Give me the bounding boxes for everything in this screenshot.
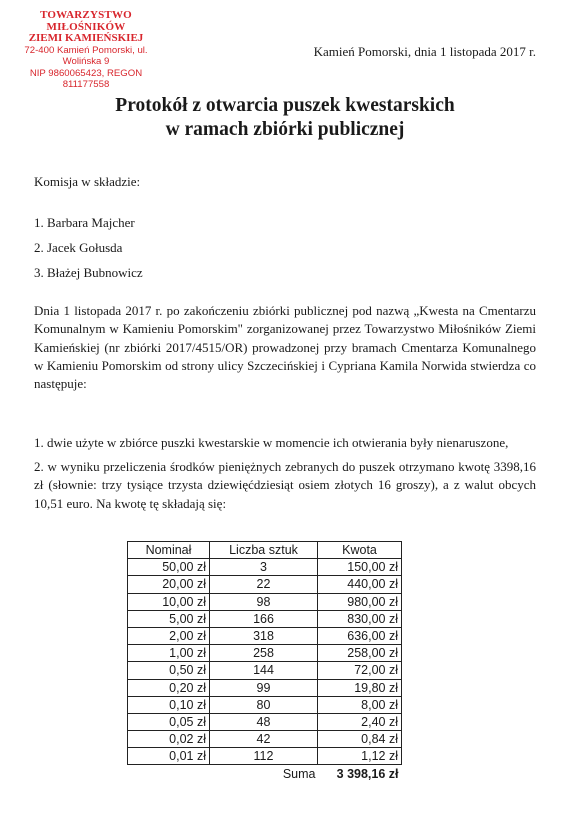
cell-amount: 0,84 zł xyxy=(318,731,402,748)
cell-count: 42 xyxy=(210,731,318,748)
header-count: Liczba sztuk xyxy=(210,542,318,559)
cell-denomination: 0,20 zł xyxy=(128,679,210,696)
table-row xyxy=(128,627,402,644)
cell-count: 144 xyxy=(210,662,318,679)
committee-members xyxy=(34,214,143,289)
cell-denomination: 0,02 zł xyxy=(128,731,210,748)
document-title xyxy=(0,94,570,142)
cell-amount: 980,00 zł xyxy=(318,593,402,610)
cell-amount: 2,40 zł xyxy=(318,713,402,730)
table-header-row xyxy=(128,542,402,559)
table-row xyxy=(128,610,402,627)
table-row xyxy=(128,679,402,696)
cell-amount: 19,80 zł xyxy=(318,679,402,696)
cell-denomination: 0,05 zł xyxy=(128,713,210,730)
table-row xyxy=(128,559,402,576)
table-row xyxy=(128,593,402,610)
stamp-line-ids: NIP 9860065423, REGON 811177558 xyxy=(29,67,143,90)
table-row xyxy=(128,645,402,662)
cell-amount: 1,12 zł xyxy=(318,748,402,765)
stamp-line-name-2: ZIEMI KAMIEŃSKIEJ xyxy=(28,32,144,44)
place-date: Kamień Pomorski, dnia 1 listopada 2017 r. xyxy=(313,44,536,59)
member-item: 2. Jacek Gołusda xyxy=(34,240,123,255)
cell-count: 98 xyxy=(210,593,318,610)
finding-item-1: 1. dwie użyte w zbiórce puszki kwestarskie w momencie ich otwierania były nienaruszone, xyxy=(34,435,509,450)
cell-denomination: 2,00 zł xyxy=(128,627,210,644)
cell-denomination: 50,00 zł xyxy=(128,559,210,576)
cell-amount: 72,00 zł xyxy=(318,662,402,679)
sum-spacer xyxy=(128,765,210,782)
cell-count: 112 xyxy=(210,748,318,765)
member-item: 1. Barbara Majcher xyxy=(34,215,135,230)
protocol-paragraph: Dnia 1 listopada 2017 r. po zakończeniu zbiórki publicznej pod nazwą „Kwesta na Cmentarzu Komunalnym w Kamieniu Pomorskim" zorganizowanej przez Towarzystwo Miłośników Ziemi Kamieńskiej (nr zbiórki 2017/4515/OR) prowadzonej przy bramach Cmentarza Komunalnego w Kamieniu Pomorskim od strony ulicy Szczecińskiej i Cypriana Kamila Norwida stwierdza co następuje: xyxy=(34,303,536,392)
organization-stamp xyxy=(10,10,162,91)
finding-item-2: 2. w wyniku przeliczenia środków pieniężnych zebranych do puszek otrzymano kwotę 3398,16 zł (słownie: trzy tysiące trzysta dziewięćdziesiąt osiem złotych 16 groszy), a z walut obcych 10,51 euro. Na kwotę tę składają się: xyxy=(34,459,536,511)
sum-value: 3 398,16 zł xyxy=(336,766,399,781)
cell-amount: 150,00 zł xyxy=(318,559,402,576)
table-sum-row xyxy=(128,765,402,782)
title-line-1: Protokół z otwarcia puszek kwestarskich xyxy=(115,95,455,116)
cell-count: 166 xyxy=(210,610,318,627)
cell-count: 80 xyxy=(210,696,318,713)
cell-count: 22 xyxy=(210,576,318,593)
cell-denomination: 5,00 zł xyxy=(128,610,210,627)
member-item: 3. Błażej Bubnowicz xyxy=(34,265,143,280)
committee-intro: Komisja w składzie: xyxy=(34,174,141,189)
cell-denomination: 10,00 zł xyxy=(128,593,210,610)
cell-count: 3 xyxy=(210,559,318,576)
cell-count: 99 xyxy=(210,679,318,696)
table-row xyxy=(128,713,402,730)
title-line-2: w ramach zbiórki publicznej xyxy=(165,119,405,140)
table-row xyxy=(128,662,402,679)
cell-amount: 440,00 zł xyxy=(318,576,402,593)
cell-denomination: 0,10 zł xyxy=(128,696,210,713)
header-amount: Kwota xyxy=(318,542,402,559)
table-row xyxy=(128,696,402,713)
cell-count: 258 xyxy=(210,645,318,662)
cell-amount: 636,00 zł xyxy=(318,627,402,644)
cell-count: 48 xyxy=(210,713,318,730)
stamp-line-address: 72-400 Kamień Pomorski, ul. Wolińska 9 xyxy=(24,44,148,67)
cell-amount: 830,00 zł xyxy=(318,610,402,627)
cell-denomination: 0,50 zł xyxy=(128,662,210,679)
table-row xyxy=(128,731,402,748)
cell-denomination: 1,00 zł xyxy=(128,645,210,662)
cell-denomination: 0,01 zł xyxy=(128,748,210,765)
cell-amount: 258,00 zł xyxy=(318,645,402,662)
sum-label: Suma xyxy=(282,766,316,781)
denomination-table xyxy=(127,541,402,782)
header-denomination: Nominał xyxy=(128,542,210,559)
cell-count: 318 xyxy=(210,627,318,644)
table-row xyxy=(128,576,402,593)
stamp-line-name: TOWARZYSTWO MIŁOŚNIKÓW xyxy=(40,9,132,33)
cell-amount: 8,00 zł xyxy=(318,696,402,713)
cell-denomination: 20,00 zł xyxy=(128,576,210,593)
table-row xyxy=(128,748,402,765)
